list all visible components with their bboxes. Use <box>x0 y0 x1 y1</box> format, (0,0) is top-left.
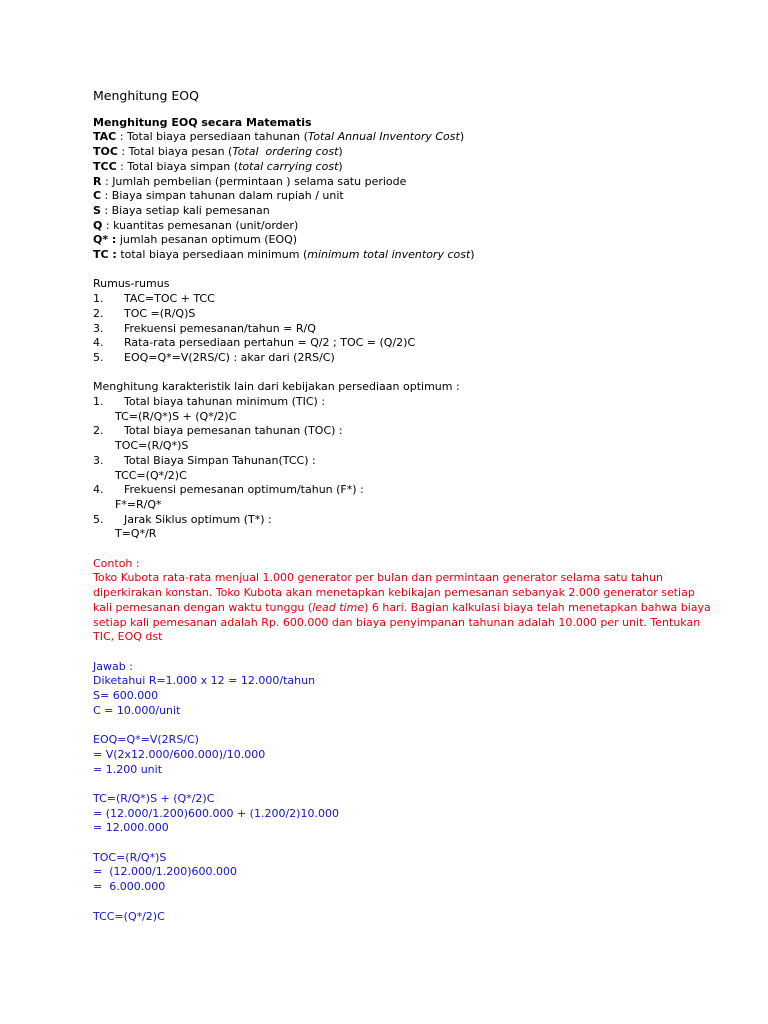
example-text-line: kali pemesanan dengan waktu tunggu (lead time) 6 hari. Bagian kalkulasi biaya telah menetapkan bahwa biaya <box>93 600 711 614</box>
example-heading: Contoh : <box>93 556 140 570</box>
definition-item: R : Jumlah pembelian (permintaan ) selama satu periode <box>93 174 407 188</box>
toc-calc-line: TOC=(R/Q*)S <box>93 850 167 864</box>
eoq-calc-line: = V(2x12.000/600.000)/10.000 <box>93 747 266 761</box>
example-text-line: Toko Kubota rata-rata menjual 1.000 generator per bulan dan permintaan generator selama satu tahun <box>93 571 663 585</box>
definition-item: TAC : Total biaya persediaan tahunan (Total Annual Inventory Cost) <box>93 130 465 144</box>
characteristic-formula: TOC=(R/Q*)S <box>115 439 189 453</box>
section-subtitle: Menghitung EOQ secara Matematis <box>93 115 312 129</box>
characteristics-list <box>93 380 733 542</box>
tc-calc-line: = (12.000/1.200)600.000 + (1.200/2)10.000 <box>93 806 339 820</box>
characteristic-item: 1. Total biaya tahunan minimum (TIC) : <box>93 395 326 409</box>
characteristic-formula: F*=R/Q* <box>115 497 162 511</box>
example-text-line: TIC, EOQ dst <box>93 630 163 644</box>
definition-item: S : Biaya setiap kali pemesanan <box>93 203 270 217</box>
given-line: S= 600.000 <box>93 689 159 703</box>
characteristic-item: 4. Frekuensi pemesanan optimum/tahun (F*) : <box>93 483 364 497</box>
characteristic-formula: T=Q*/R <box>115 527 157 541</box>
formula-heading: Rumus-rumus <box>93 277 170 291</box>
characteristics-heading: Menghitung karakteristik lain dari kebijakan persediaan optimum : <box>93 380 460 394</box>
toc-calc-line: = 6.000.000 <box>93 880 166 894</box>
definition-item: Q : kuantitas pemesanan (unit/order) <box>93 218 299 232</box>
definition-item: C : Biaya simpan tahunan dalam rupiah / unit <box>93 189 344 203</box>
given-line: Diketahui R=1.000 x 12 = 12.000/tahun <box>93 674 316 688</box>
formula-item: 2. TOC =(R/Q)S <box>93 306 196 320</box>
eoq-calc-line: EOQ=Q*=V(2RS/C) <box>93 733 199 747</box>
definition-item: TC : total biaya persediaan minimum (minimum total inventory cost) <box>93 248 475 262</box>
characteristic-item: 5. Jarak Siklus optimum (T*) : <box>93 512 272 526</box>
answer-heading: Jawab : <box>93 659 133 673</box>
formula-item: 5. EOQ=Q*=V(2RS/C) : akar dari (2RS/C) <box>93 350 335 364</box>
definition-item: TCC : Total biaya simpan (total carrying cost) <box>93 159 343 173</box>
definition-item: Q* : jumlah pesanan optimum (EOQ) <box>93 233 298 247</box>
formula-item: 4. Rata-rata persediaan pertahun = Q/2 ; TOC = (Q/2)C <box>93 336 416 350</box>
toc-calc-line: = (12.000/1.200)600.000 <box>93 865 237 879</box>
document-page <box>93 89 733 924</box>
tc-calc-line: TC=(R/Q*)S + (Q*/2)C <box>93 791 215 805</box>
characteristic-item: 2. Total biaya pemesanan tahunan (TOC) : <box>93 424 343 438</box>
example-text-line: diperkirakan konstan. Toko Kubota akan menetapkan kebikajan pemesanan sebanyak 2.000 generator setiap <box>93 586 695 600</box>
given-line: C = 10.000/unit <box>93 703 181 717</box>
tcc-calc-line: TCC=(Q*/2)C <box>93 909 165 923</box>
formula-item: 3. Frekuensi pemesanan/tahun = R/Q <box>93 321 316 335</box>
example-block <box>93 557 733 645</box>
formula-list <box>93 277 733 365</box>
characteristic-formula: TCC=(Q*/2)C <box>115 468 187 482</box>
answer-block <box>93 660 733 925</box>
definitions-list <box>93 130 733 262</box>
characteristic-formula: TC=(R/Q*)S + (Q*/2)C <box>115 409 237 423</box>
definition-item: TOC : Total biaya pesan (Total ordering cost) <box>93 145 343 159</box>
document-title: Menghitung EOQ <box>93 88 199 103</box>
characteristic-item: 3. Total Biaya Simpan Tahunan(TCC) : <box>93 453 316 467</box>
example-text-line: setiap kali pemesanan adalah Rp. 600.000 dan biaya penyimpanan tahunan adalah 10.000 per unit. Tentukan <box>93 615 701 629</box>
tc-calc-line: = 12.000.000 <box>93 821 169 835</box>
formula-item: 1. TAC=TOC + TCC <box>93 292 215 306</box>
eoq-calc-line: = 1.200 unit <box>93 762 163 776</box>
